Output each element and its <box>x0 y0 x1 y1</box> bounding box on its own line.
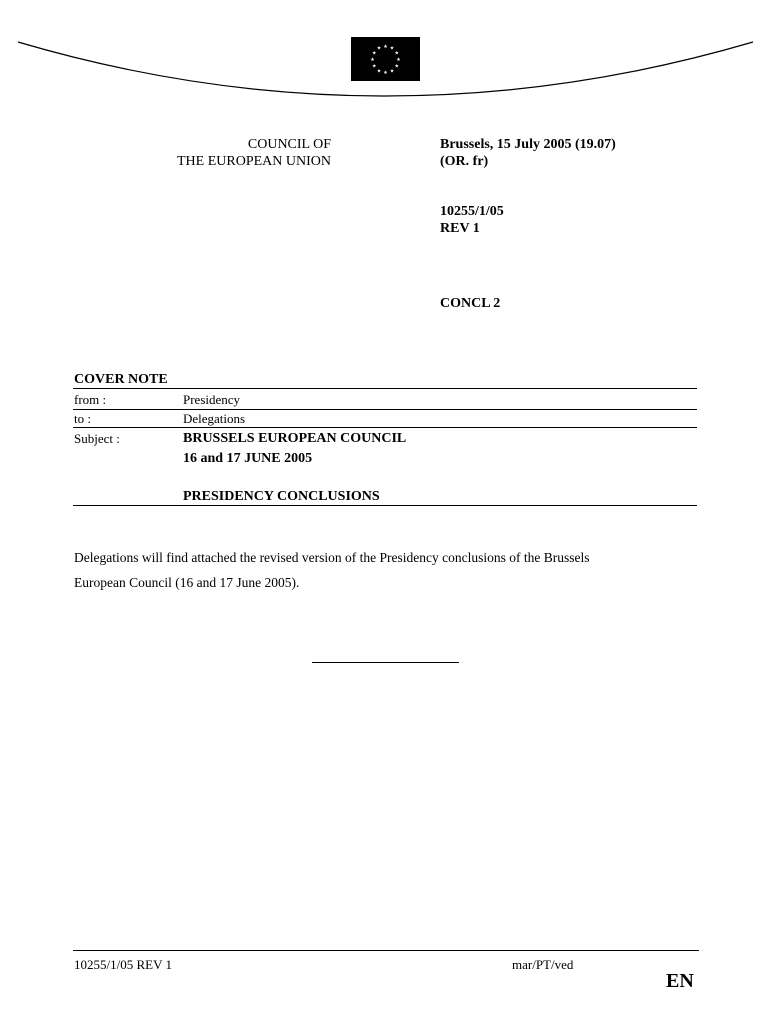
council-line-1: COUNCIL OF <box>247 137 331 152</box>
to-rule <box>73 427 697 428</box>
council-line-2: THE EUROPEAN UNION <box>177 154 331 169</box>
language-code: EN <box>666 970 694 992</box>
body-paragraph <box>74 545 694 595</box>
flag-star-icon: ★ <box>389 69 395 75</box>
footer-initials: mar/PT/ved <box>512 957 574 972</box>
flag-star-icon: ★ <box>376 69 382 75</box>
document-number: 10255/1/05 <box>440 204 504 219</box>
from-rule <box>73 409 697 410</box>
document-number-block <box>440 203 504 237</box>
body-line-1: Delegations will find attached the revised version of the Presidency conclusions of the Brussels <box>74 550 590 565</box>
footer-rule <box>73 950 699 951</box>
council-name <box>130 136 331 170</box>
from-value: Presidency <box>183 392 241 407</box>
flag-star-icon: ★ <box>394 51 400 57</box>
eu-flag-icon <box>351 37 420 81</box>
footer-document-reference: 10255/1/05 REV 1 <box>74 957 172 972</box>
flag-star-icon: ★ <box>383 45 388 50</box>
original-language: (OR. fr) <box>440 154 489 169</box>
date-block <box>440 136 616 170</box>
flag-star-icon: ★ <box>394 64 400 70</box>
revision-number: REV 1 <box>440 221 480 236</box>
flag-star-icon: ★ <box>383 71 388 76</box>
interinstitutional-file: CONCL 2 <box>440 296 501 311</box>
from-label: from : <box>74 392 107 407</box>
body-line-2: European Council (16 and 17 June 2005). <box>74 575 300 590</box>
flag-star-icon: ★ <box>370 58 375 63</box>
flag-star-icon: ★ <box>396 58 401 63</box>
to-value: Delegations <box>183 411 246 426</box>
to-label: to : <box>74 411 91 426</box>
subject-line-2: 16 and 17 JUNE 2005 <box>183 451 313 466</box>
subject-label: Subject : <box>74 431 120 446</box>
flag-star-icon: ★ <box>389 46 395 52</box>
subject-line-3: PRESIDENCY CONCLUSIONS <box>183 489 380 504</box>
flag-star-icon: ★ <box>376 46 382 52</box>
subject-line-1: BRUSSELS EUROPEAN COUNCIL <box>183 431 407 446</box>
document-date: Brussels, 15 July 2005 (19.07) <box>440 137 616 152</box>
subject-rule <box>73 505 697 506</box>
cover-note-rule-top <box>73 388 697 389</box>
flag-star-icon: ★ <box>371 64 377 70</box>
flag-star-icon: ★ <box>371 51 377 57</box>
cover-note-title: COVER NOTE <box>74 372 168 387</box>
end-separator <box>312 662 459 663</box>
